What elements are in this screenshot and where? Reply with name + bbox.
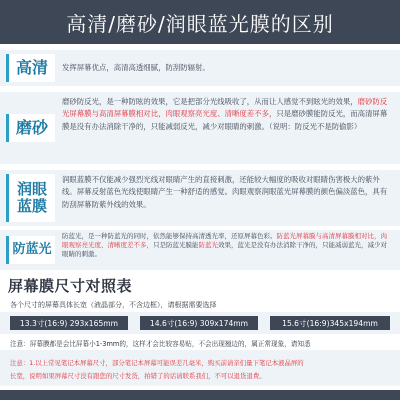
size-item-15-6: 15.6寸(16:9)345x194mm [270, 316, 390, 330]
section-blue-text-highlight2: 防蓝光 [198, 241, 218, 249]
section-eye [0, 170, 400, 226]
section-matte [0, 92, 400, 164]
section-blue-text-mid: 只是防蓝光膜能 [153, 241, 199, 249]
note-measure-line2: 长宽，说明如果屏幕尺寸没有跟您的尺寸发货，拍错了的话请联系我们，不可以退货退费。 [10, 372, 266, 380]
size-list [0, 312, 400, 334]
size-heading: 屏幕膜尺寸对照表 [8, 277, 133, 295]
section-hd [0, 50, 400, 86]
section-hd-label: 高清 [6, 54, 55, 82]
section-eye-label [6, 174, 55, 222]
section-blue [0, 230, 400, 270]
section-matte-text-highlight: 磨砂防反光屏幕膜与高清屏幕膜相对比，肉眼观察亮光度、清晰度差不多， [62, 97, 388, 119]
section-blue-text-post: 效果，蓝光是没有办法消除干净的，只能减弱蓝光，减少对眼睛的刺激。 [62, 241, 387, 258]
size-item-13-3: 13.3寸(16:9) 293x165mm [10, 316, 128, 330]
section-hd-text: 发挥屏幕优点，高清高透细腻，防刮防辐射。 [62, 63, 210, 72]
section-matte-text [62, 96, 392, 133]
section-eye-label-line1: 润眼 [16, 179, 47, 198]
section-blue-text-pre: 防蓝光，是一种防蓝光的同时，依然能够保持高清透光率，还原屏幕色彩。 [62, 232, 277, 240]
note-box [0, 350, 400, 386]
page-title: 高清/磨砂/润眼蓝光膜的区别 [0, 0, 400, 44]
section-eye-label-line2: 蓝膜 [16, 197, 47, 215]
size-subnote: 各个尺寸的屏幕具体长宽（液晶部分，不含边框），请根据需要选择 [10, 301, 217, 309]
section-matte-label: 磨砂 [6, 114, 55, 142]
section-blue-label: 防蓝光 [6, 236, 55, 264]
note-size-tolerance: 注意：屏幕膜都是会比屏幕小1-3mm的，这样才会比较容易贴，不会出现翘边的，属正常现象，请知悉 [10, 340, 311, 348]
section-matte-text-pre: 磨砂防反光，是一种防眩的效果，它是把部分光线吸收了，从而让人感觉不到眩光的效果， [62, 97, 358, 106]
section-eye-text: 润眼蓝膜不仅能减少强烈光线对眼睛产生的直接刺激，还能较大幅度的吸收对眼睛伤害极大的紫外线。屏幕反射蓝色光线使眼睛产生一种舒适的感觉。肉眼观察润眼蓝光屏幕膜的颜色偏淡蓝色，具有防刮屏幕防紫外线的效果。 [62, 175, 388, 209]
section-blue-text-highlight1: 防蓝光屏幕膜与高清屏幕膜相对比，肉眼观察亮光度、清晰度差不多， [62, 232, 387, 249]
section-blue-text [62, 232, 392, 259]
bottom-bar [0, 390, 400, 400]
section-matte-text-post: 只是磨砂膜能防反光，而高清屏幕膜是没有办法消除干净的，只能减弱反光，减少对眼睛的刺激。（说明：防反光不是防偷影） [62, 109, 388, 131]
size-item-14-6: 14.6寸(16:9) 309x174mm [140, 316, 258, 330]
note-measure-line1: 注意：1.以上常见笔记本屏幕尺寸，部分笔记本屏幕可能误差几毫米，购买前请亲们量下笔记本液晶屏的 [10, 359, 304, 367]
